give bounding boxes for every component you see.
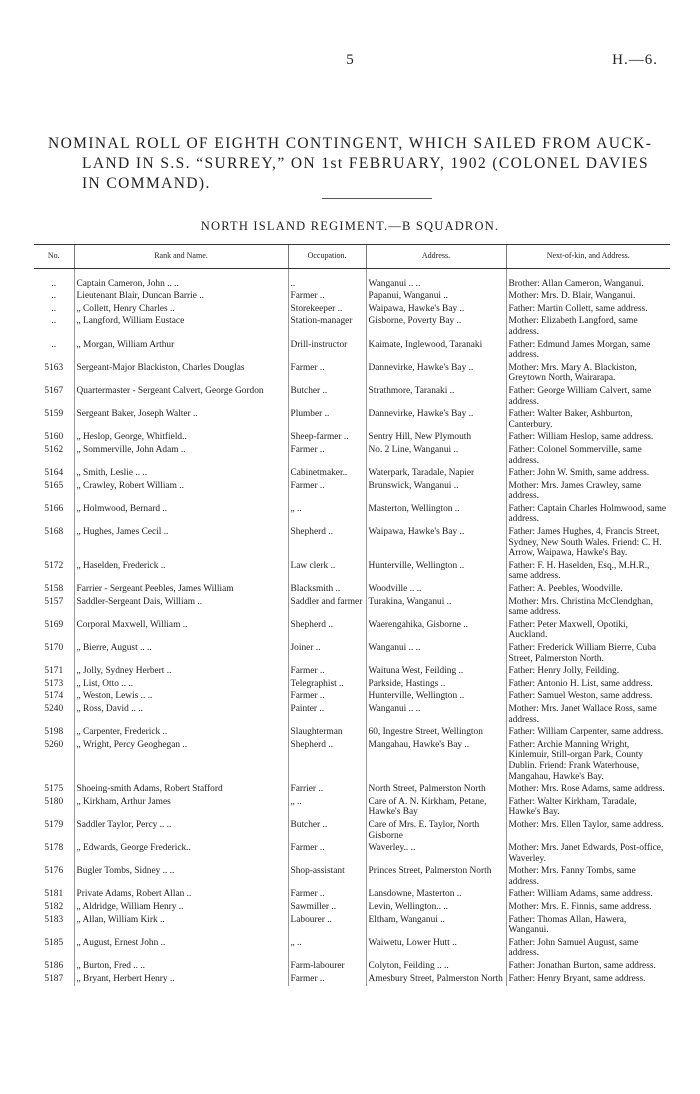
- cell-no: 5159: [44, 409, 64, 420]
- cell-address: Care of A. N. Kirkham, Petane, Hawke's Bay: [366, 797, 506, 820]
- cell-rank-name: „ Morgan, William Arthur: [74, 340, 288, 363]
- table-row: [34, 866, 670, 889]
- cell-occupation: Butcher ..: [288, 820, 366, 843]
- cell-occupation: „ ..: [288, 938, 366, 961]
- cell-rank-name: „ Hughes, James Cecil ..: [74, 527, 288, 561]
- main-title-line-3: IN COMMAND).: [82, 175, 211, 192]
- cell-address: Waipawa, Hawke's Bay ..: [366, 527, 506, 561]
- cell-next-of-kin: Father: A. Peebles, Woodville.: [506, 584, 670, 597]
- table-row: [34, 974, 670, 987]
- column-header-address: Address.: [366, 245, 506, 269]
- cell-occupation: Farmer ..: [288, 445, 366, 468]
- page-number: 5: [346, 52, 354, 68]
- cell-rank-name: „ Heslop, George, Whitfield..: [74, 432, 288, 445]
- cell-rank-name: „ Allan, William Kirk ..: [74, 915, 288, 938]
- cell-occupation: Labourer ..: [288, 915, 366, 938]
- table-row: [34, 527, 670, 561]
- cell-next-of-kin: Mother: Mrs. Ellen Taylor, same address.: [506, 820, 670, 843]
- cell-occupation: Cabinetmaker..: [288, 468, 366, 481]
- cell-address: Hunterville, Wellington ..: [366, 561, 506, 584]
- cell-occupation: Telegraphist ..: [288, 679, 366, 692]
- cell-next-of-kin: Mother: Mrs. Christina McClendghan, same address.: [506, 597, 670, 620]
- column-header-next-of-kin: Next-of-kin, and Address.: [506, 245, 670, 269]
- cell-address: Waterpark, Taradale, Napier: [366, 468, 506, 481]
- cell-next-of-kin: Father: Walter Baker, Ashburton, Canterbury.: [506, 409, 670, 432]
- table-body: [34, 268, 670, 986]
- cell-rank-name: „ Edwards, George Frederick..: [74, 843, 288, 866]
- cell-rank-name: „ Kirkham, Arthur James: [74, 797, 288, 820]
- cell-next-of-kin: Father: Archie Manning Wright, Kinlemuir, Still-organ Park, County Dublin. Friend: Frank Waterhouse, Mangahau, Hawke's Bay.: [506, 740, 670, 784]
- cell-occupation: Farmer ..: [288, 843, 366, 866]
- cell-rank-name: Sergeant-Major Blackiston, Charles Douglas: [74, 363, 288, 386]
- cell-address: Waituna West, Feilding ..: [366, 666, 506, 679]
- cell-next-of-kin: Father: Captain Charles Holmwood, same address.: [506, 504, 670, 527]
- table-row: [34, 727, 670, 740]
- cell-address: Masterton, Wellington ..: [366, 504, 506, 527]
- cell-address: Parkside, Hastings ..: [366, 679, 506, 692]
- cell-address: Dannevirke, Hawke's Bay ..: [366, 363, 506, 386]
- cell-next-of-kin: Father: Samuel Weston, same address.: [506, 691, 670, 704]
- cell-no: 5240: [44, 703, 64, 714]
- table-row: [34, 504, 670, 527]
- cell-rank-name: Lieutenant Blair, Duncan Barrie ..: [74, 291, 288, 304]
- cell-occupation: Shepherd ..: [288, 620, 366, 643]
- table-row: [34, 316, 670, 339]
- table-header: [34, 245, 670, 269]
- cell-occupation: Farmer ..: [288, 974, 366, 987]
- cell-no: 5181: [44, 889, 64, 900]
- table-row: [34, 268, 670, 291]
- table-row: [34, 704, 670, 727]
- cell-rank-name: „ Crawley, Robert William ..: [74, 481, 288, 504]
- cell-next-of-kin: Mother: Mrs. Mary A. Blackiston, Greytown North, Wairarapa.: [506, 363, 670, 386]
- cell-rank-name: „ Ross, David .. ..: [74, 704, 288, 727]
- cell-occupation: Plumber ..: [288, 409, 366, 432]
- table-row: [34, 797, 670, 820]
- table-row: [34, 820, 670, 843]
- table-row: [34, 363, 670, 386]
- cell-no: 5186: [44, 961, 64, 972]
- cell-occupation: Farm-labourer: [288, 961, 366, 974]
- cell-address: Wanganui .. ..: [366, 643, 506, 666]
- cell-next-of-kin: Father: F. H. Haselden, Esq., M.H.R., same address.: [506, 561, 670, 584]
- cell-no: 5185: [44, 937, 64, 948]
- table-row: [34, 666, 670, 679]
- cell-occupation: Farmer ..: [288, 691, 366, 704]
- cell-rank-name: „ Smith, Leslie .. ..: [74, 468, 288, 481]
- cell-occupation: Sawmiller ..: [288, 902, 366, 915]
- table-row: [34, 304, 670, 317]
- cell-rank-name: Farrier - Sergeant Peebles, James William: [74, 584, 288, 597]
- table-row: [34, 938, 670, 961]
- cell-address: North Street, Palmerston North: [366, 784, 506, 797]
- cell-rank-name: „ August, Ernest John ..: [74, 938, 288, 961]
- cell-next-of-kin: Father: Jonathan Burton, same address.: [506, 961, 670, 974]
- table-row: [34, 468, 670, 481]
- cell-no: 5174: [44, 691, 64, 702]
- cell-no: 5180: [44, 796, 64, 807]
- cell-address: Waipawa, Hawke's Bay ..: [366, 304, 506, 317]
- cell-occupation: ..: [288, 268, 366, 291]
- cell-address: Amesbury Street, Palmerston North: [366, 974, 506, 987]
- cell-no: 5166: [44, 503, 64, 514]
- cell-no: 5179: [44, 819, 64, 830]
- cell-next-of-kin: Father: William Carpenter, same address.: [506, 727, 670, 740]
- cell-rank-name: Private Adams, Robert Allan ..: [74, 889, 288, 902]
- cell-next-of-kin: Father: John W. Smith, same address.: [506, 468, 670, 481]
- cell-next-of-kin: Father: John Samuel August, same address.: [506, 938, 670, 961]
- table-row: [34, 902, 670, 915]
- cell-no: ..: [51, 339, 57, 350]
- main-title-line-2: LAND IN S.S. “SURREY,” ON 1st FEBRUARY, 1902 (COLONEL DAVIES: [82, 155, 649, 172]
- cell-occupation: Farrier ..: [288, 784, 366, 797]
- cell-rank-name: „ Collett, Henry Charles ..: [74, 304, 288, 317]
- cell-occupation: „ ..: [288, 504, 366, 527]
- cell-address: Wanganui .. ..: [366, 268, 506, 291]
- cell-address: Care of Mrs. E. Taylor, North Gisborne: [366, 820, 506, 843]
- table-row: [34, 561, 670, 584]
- cell-next-of-kin: Mother: Mrs. D. Blair, Wanganui.: [506, 291, 670, 304]
- cell-no: 5182: [44, 902, 64, 913]
- cell-rank-name: „ Jolly, Sydney Herbert ..: [74, 666, 288, 679]
- cell-no: 5260: [44, 739, 64, 750]
- cell-occupation: Blacksmith ..: [288, 584, 366, 597]
- cell-next-of-kin: Father: Henry Jolly, Feilding.: [506, 666, 670, 679]
- cell-next-of-kin: Father: Henry Bryant, same address.: [506, 974, 670, 987]
- cell-no: 5171: [44, 666, 64, 677]
- cell-rank-name: Saddler-Sergeant Dais, William ..: [74, 597, 288, 620]
- cell-rank-name: Corporal Maxwell, William ..: [74, 620, 288, 643]
- cell-next-of-kin: Mother: Mrs. E. Finnis, same address.: [506, 902, 670, 915]
- cell-no: 5165: [44, 480, 64, 491]
- table-row: [34, 915, 670, 938]
- table-row: [34, 620, 670, 643]
- cell-no: 5170: [44, 643, 64, 653]
- cell-address: Levin, Wellington.. ..: [366, 902, 506, 915]
- cell-no: 5176: [44, 866, 64, 877]
- cell-next-of-kin: Father: Walter Kirkham, Taradale, Hawke's Bay.: [506, 797, 670, 820]
- cell-rank-name: „ Haselden, Frederick ..: [74, 561, 288, 584]
- cell-occupation: Farmer ..: [288, 363, 366, 386]
- cell-next-of-kin: Father: Thomas Allan, Hawera, Wanganui.: [506, 915, 670, 938]
- cell-next-of-kin: Father: Peter Maxwell, Opotiki, Auckland.: [506, 620, 670, 643]
- column-header-no: No.: [34, 245, 74, 269]
- main-title-line-1: NOMINAL ROLL OF EIGHTH CONTINGENT, WHICH SAILED FROM AUCK-: [48, 135, 653, 152]
- cell-no: 5167: [44, 385, 64, 396]
- table-row: [34, 961, 670, 974]
- cell-no: 5169: [44, 619, 64, 630]
- table-row: [34, 691, 670, 704]
- table-row: [34, 432, 670, 445]
- cell-rank-name: „ Carpenter, Frederick ..: [74, 727, 288, 740]
- table-row: [34, 889, 670, 902]
- table-row: [34, 340, 670, 363]
- cell-address: Waverley.. ..: [366, 843, 506, 866]
- cell-rank-name: Shoeing-smith Adams, Robert Stafford: [74, 784, 288, 797]
- cell-occupation: Shepherd ..: [288, 527, 366, 561]
- cell-address: Eltham, Wanganui ..: [366, 915, 506, 938]
- cell-no: 5183: [44, 914, 64, 925]
- cell-occupation: Butcher ..: [288, 386, 366, 409]
- cell-address: Dannevirke, Hawke's Bay ..: [366, 409, 506, 432]
- cell-no: ..: [51, 316, 57, 327]
- cell-no: 5172: [44, 560, 64, 571]
- cell-rank-name: Saddler Taylor, Percy .. ..: [74, 820, 288, 843]
- cell-no: ..: [51, 278, 57, 289]
- cell-rank-name: „ Bryant, Herbert Henry ..: [74, 974, 288, 987]
- cell-next-of-kin: Father: Edmund James Morgan, same address.: [506, 340, 670, 363]
- cell-occupation: Farmer ..: [288, 889, 366, 902]
- table-row: [34, 679, 670, 692]
- cell-no: 5164: [44, 468, 64, 479]
- cell-address: Waiwetu, Lower Hutt ..: [366, 938, 506, 961]
- cell-occupation: Slaughterman: [288, 727, 366, 740]
- cell-next-of-kin: Brother: Allan Cameron, Wanganui.: [506, 268, 670, 291]
- cell-no: 5157: [44, 596, 64, 607]
- cell-no: ..: [51, 303, 57, 314]
- table-row: [34, 643, 670, 666]
- cell-address: Colyton, Feilding .. ..: [366, 961, 506, 974]
- cell-occupation: Drill-instructor: [288, 340, 366, 363]
- table-row: [34, 386, 670, 409]
- cell-occupation: „ ..: [288, 797, 366, 820]
- cell-address: Waerengahika, Gisborne ..: [366, 620, 506, 643]
- cell-rank-name: Bugler Tombs, Sidney .. ..: [74, 866, 288, 889]
- cell-occupation: Farmer ..: [288, 481, 366, 504]
- cell-no: 5178: [44, 843, 64, 854]
- cell-occupation: Farmer ..: [288, 291, 366, 304]
- cell-rank-name: „ Wright, Percy Geoghegan ..: [74, 740, 288, 784]
- cell-occupation: Shop-assistant: [288, 866, 366, 889]
- cell-next-of-kin: Mother: Mrs. James Crawley, same address.: [506, 481, 670, 504]
- cell-occupation: Farmer ..: [288, 666, 366, 679]
- cell-no: 5160: [44, 432, 64, 443]
- cell-address: No. 2 Line, Wanganui ..: [366, 445, 506, 468]
- cell-no: 5173: [44, 678, 64, 689]
- cell-occupation: Shepherd ..: [288, 740, 366, 784]
- cell-address: Gisborne, Poverty Bay ..: [366, 316, 506, 339]
- cell-occupation: Station-manager: [288, 316, 366, 339]
- table-row: [34, 409, 670, 432]
- cell-next-of-kin: Father: Martin Collett, same address.: [506, 304, 670, 317]
- column-header-rank-name: Rank and Name.: [74, 245, 288, 269]
- cell-no: ..: [51, 291, 57, 302]
- cell-rank-name: Quartermaster - Sergeant Calvert, George Gordon: [74, 386, 288, 409]
- cell-no: 5187: [44, 973, 64, 984]
- cell-address: Kaimate, Inglewood, Taranaki: [366, 340, 506, 363]
- cell-occupation: Painter ..: [288, 704, 366, 727]
- cell-no: 5158: [44, 584, 64, 595]
- cell-next-of-kin: Mother: Mrs. Janet Edwards, Post-office, Waverley.: [506, 843, 670, 866]
- table-row: [34, 584, 670, 597]
- table-row: [34, 597, 670, 620]
- cell-rank-name: „ Aldridge, William Henry ..: [74, 902, 288, 915]
- section-title: NORTH ISLAND REGIMENT.—B SQUADRON.: [200, 219, 500, 233]
- cell-next-of-kin: Mother: Mrs. Janet Wallace Ross, same address.: [506, 704, 670, 727]
- cell-next-of-kin: Mother: Elizabeth Langford, same address.: [506, 316, 670, 339]
- cell-next-of-kin: Mother: Mrs. Fanny Tombs, same address.: [506, 866, 670, 889]
- cell-no: 5175: [44, 784, 64, 795]
- cell-occupation: Joiner ..: [288, 643, 366, 666]
- table-row: [34, 740, 670, 784]
- document-reference: H.—6.: [612, 52, 658, 68]
- cell-no: 5163: [44, 362, 64, 373]
- cell-address: Sentry Hill, New Plymouth: [366, 432, 506, 445]
- cell-next-of-kin: Father: William Heslop, same address.: [506, 432, 670, 445]
- cell-no: 5198: [44, 727, 64, 738]
- main-title: [48, 134, 670, 194]
- table-row: [34, 481, 670, 504]
- cell-rank-name: „ Langford, William Eustace: [74, 316, 288, 339]
- table-row: [34, 843, 670, 866]
- cell-next-of-kin: Father: George William Calvert, same address.: [506, 386, 670, 409]
- cell-occupation: Storekeeper ..: [288, 304, 366, 317]
- cell-address: Woodville .. ..: [366, 584, 506, 597]
- cell-occupation: Law clerk ..: [288, 561, 366, 584]
- cell-no: 5162: [44, 444, 64, 455]
- cell-next-of-kin: Father: Antonio H. List, same address.: [506, 679, 670, 692]
- table-header-row: [34, 245, 670, 269]
- cell-address: Turakina, Wanganui ..: [366, 597, 506, 620]
- cell-next-of-kin: Father: Colonel Sommerville, same address.: [506, 445, 670, 468]
- cell-no: 5168: [44, 527, 64, 538]
- cell-address: Wanganui .. ..: [366, 704, 506, 727]
- cell-next-of-kin: Mother: Mrs. Rose Adams, same address.: [506, 784, 670, 797]
- cell-address: Strathmore, Taranaki ..: [366, 386, 506, 409]
- cell-rank-name: „ Burton, Fred .. ..: [74, 961, 288, 974]
- title-rule: [322, 198, 432, 199]
- column-header-occupation: Occupation.: [288, 245, 366, 269]
- cell-address: Lansdowne, Masterton ..: [366, 889, 506, 902]
- cell-address: Mangahau, Hawke's Bay ..: [366, 740, 506, 784]
- table-row: [34, 784, 670, 797]
- cell-occupation: Saddler and farmer: [288, 597, 366, 620]
- cell-rank-name: „ Holmwood, Bernard ..: [74, 504, 288, 527]
- cell-address: Brunswick, Wanganui ..: [366, 481, 506, 504]
- cell-next-of-kin: Father: Frederick William Bierre, Cuba Street, Palmerston North.: [506, 643, 670, 666]
- cell-address: Princes Street, Palmerston North: [366, 866, 506, 889]
- cell-rank-name: „ Sommerville, John Adam ..: [74, 445, 288, 468]
- table-row: [34, 291, 670, 304]
- table-row: [34, 445, 670, 468]
- nominal-roll-table: [34, 244, 670, 986]
- cell-address: 60, Ingestre Street, Wellington: [366, 727, 506, 740]
- cell-occupation: Sheep-farmer ..: [288, 432, 366, 445]
- cell-address: Papanui, Wanganui ..: [366, 291, 506, 304]
- cell-next-of-kin: Father: William Adams, same address.: [506, 889, 670, 902]
- cell-rank-name: Captain Cameron, John .. ..: [74, 268, 288, 291]
- cell-next-of-kin: Father: James Hughes, 4, Francis Street, Sydney, New South Wales. Friend: C. H. Arrow, Waipawa, Hawke's Bay.: [506, 527, 670, 561]
- cell-rank-name: „ Weston, Lewis .. ..: [74, 691, 288, 704]
- cell-rank-name: „ Bierre, August .. ..: [74, 643, 288, 666]
- cell-rank-name: „ List, Otto .. ..: [74, 679, 288, 692]
- cell-address: Hunterville, Wellington ..: [366, 691, 506, 704]
- cell-rank-name: Sergeant Baker, Joseph Walter ..: [74, 409, 288, 432]
